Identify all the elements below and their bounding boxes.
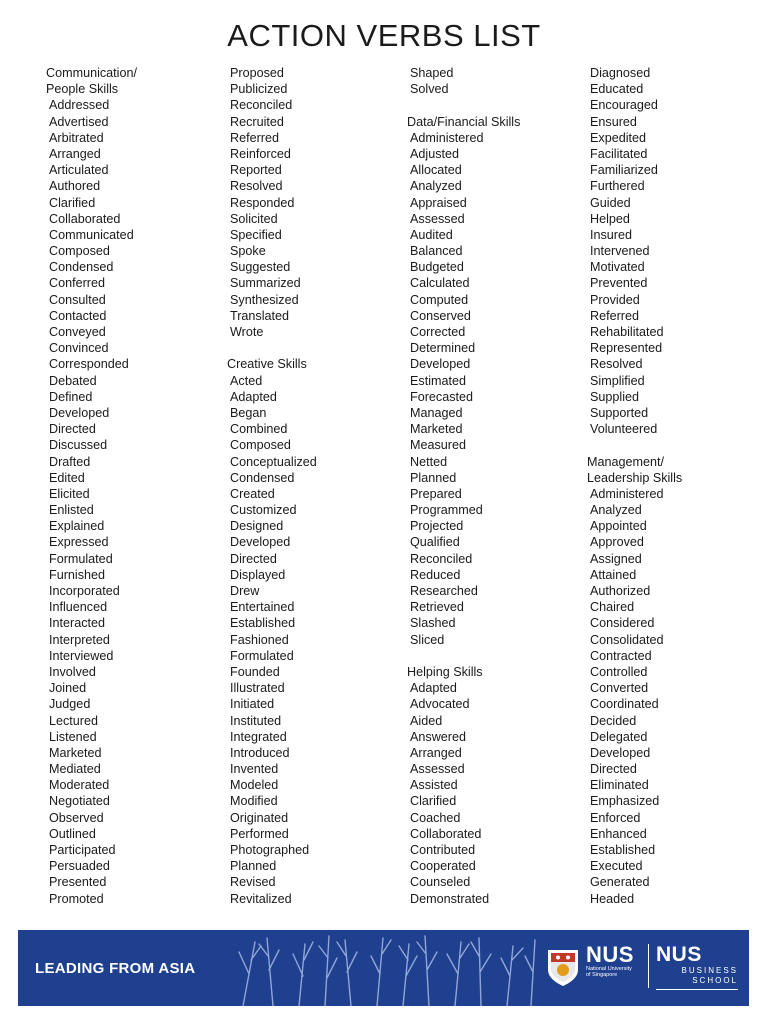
verb-item: Consolidated [590, 632, 664, 647]
verb-item: Listened [49, 729, 97, 744]
verb-item: Recruited [230, 114, 284, 129]
verb-item: Assessed [410, 762, 465, 777]
verb-item: Convinced [49, 341, 109, 356]
nus-subtitle-1: National University [586, 966, 632, 972]
verb-item: Converted [590, 681, 649, 696]
verb-item: Interacted [49, 616, 106, 631]
column-helping-management [587, 65, 682, 907]
verb-item: Drafted [49, 454, 91, 469]
verb-item: Presented [49, 875, 107, 890]
verb-item: Emphasized [590, 794, 660, 809]
verb-item: Diagnosed [590, 66, 651, 80]
verb-item: Reduced [410, 567, 461, 582]
verb-item: Advertised [49, 114, 109, 129]
verb-item: Originated [230, 810, 289, 825]
nus-subtitle-2: of Singapore [586, 972, 618, 978]
verb-item: Reconciled [230, 98, 293, 113]
verb-item: Began [230, 405, 267, 420]
footer-banner [18, 930, 749, 1006]
verb-item: Solicited [230, 211, 278, 226]
verb-item: Approved [590, 535, 644, 550]
section-heading: Communication/ [46, 66, 137, 80]
school-line-1: BUSINESS [681, 966, 738, 975]
verb-item: Decided [590, 713, 637, 728]
verb-item: Synthesized [230, 292, 299, 307]
verb-item: Clarified [49, 195, 96, 210]
verb-item: Measured [410, 438, 467, 453]
nus-business-school-logo [656, 944, 738, 990]
verb-item: Cooperated [410, 859, 476, 874]
verb-item: Rehabilitated [590, 325, 664, 339]
verb-item: Analyzed [590, 503, 642, 518]
verb-item: Corrected [410, 325, 466, 339]
verb-item: Appointed [590, 519, 647, 534]
verb-item: Familiarized [590, 163, 658, 178]
page-title: ACTION VERBS LIST [227, 18, 541, 53]
verb-item: Helped [590, 211, 630, 226]
verb-item: Contracted [590, 648, 652, 663]
verb-item: Developed [590, 745, 651, 760]
verb-item: Promoted [49, 891, 104, 906]
verb-item: Collaborated [410, 826, 482, 841]
verb-item: Conveyed [49, 325, 106, 339]
verb-item: Conferred [49, 276, 106, 291]
logo-divider [648, 944, 649, 988]
verb-item: Composed [49, 244, 110, 259]
blank-line [407, 648, 520, 664]
verb-item: Influenced [49, 600, 108, 615]
verb-item: Displayed [230, 567, 286, 582]
verb-item: Defined [49, 389, 93, 404]
verb-item: Slashed [410, 616, 456, 631]
verb-item: Directed [590, 762, 637, 777]
verb-item: Delegated [590, 729, 648, 744]
verb-item: Revitalized [230, 891, 292, 906]
verb-item: Involved [49, 664, 96, 679]
verb-item: Introduced [230, 745, 290, 760]
verb-item: Appraised [410, 195, 467, 210]
verb-item: Generated [590, 875, 650, 890]
verb-item: Ensured [590, 114, 637, 129]
verb-item: Controlled [590, 664, 648, 679]
verb-item: Counseled [410, 875, 471, 890]
verb-item: Marketed [49, 745, 102, 760]
verb-item: Provided [590, 292, 640, 307]
verb-item: Specified [230, 227, 282, 242]
verb-item: Motivated [590, 260, 645, 275]
verb-item: Condensed [49, 260, 114, 275]
verb-item: Managed [410, 405, 463, 420]
verb-item: Qualified [410, 535, 460, 550]
verb-item: Enlisted [49, 503, 94, 518]
verb-item: Debated [49, 373, 97, 388]
verb-item: Spoke [230, 244, 266, 259]
verb-item: Discussed [49, 438, 108, 453]
section-heading: Creative Skills [227, 357, 307, 372]
verb-item: Facilitated [590, 146, 648, 161]
verb-item: Designed [230, 519, 284, 534]
verb-item: Enforced [590, 810, 641, 825]
verb-item: Explained [49, 519, 105, 534]
verb-item: Created [230, 486, 275, 501]
verb-item: Sliced [410, 632, 445, 647]
verb-item: Summarized [230, 276, 301, 291]
verb-item: Developed [49, 405, 110, 420]
verb-item: Observed [49, 810, 104, 825]
section-heading: Management/ [587, 454, 665, 469]
verb-item: Conceptualized [230, 454, 317, 469]
verb-item: Furthered [590, 179, 645, 194]
verb-item: Administered [410, 130, 484, 145]
verb-item: Researched [410, 584, 478, 598]
verb-item: Illustrated [230, 681, 285, 696]
verb-item: Drew [230, 584, 260, 598]
verb-item: Formulated [49, 551, 113, 566]
verb-item: Aided [410, 713, 443, 728]
verb-item: Proposed [230, 66, 284, 80]
verb-item: Referred [590, 308, 639, 323]
verb-item: Netted [410, 454, 448, 469]
verb-item: Analyzed [410, 179, 462, 194]
verb-item: Adapted [410, 681, 457, 696]
verb-item: Clarified [410, 794, 457, 809]
school-line-2: SCHOOL [692, 976, 738, 985]
verb-item: Budgeted [410, 260, 464, 275]
verb-item: Attained [590, 567, 637, 582]
verb-item: Instituted [230, 713, 282, 728]
verb-item: Allocated [410, 163, 462, 178]
verb-item: Consulted [49, 292, 106, 307]
verb-item: Executed [590, 859, 643, 874]
verb-item: Planned [410, 470, 457, 485]
section-heading: People Skills [46, 82, 119, 97]
verb-item: Persuaded [49, 859, 110, 874]
verb-item: Modified [230, 794, 278, 809]
verb-item: Projected [410, 519, 464, 534]
verb-item: Entertained [230, 600, 295, 615]
column-data-helping [407, 65, 520, 907]
tree-branches-graphic [233, 930, 543, 1006]
verb-item: Suggested [230, 260, 291, 275]
verb-item: Addressed [49, 98, 110, 113]
blank-line [587, 437, 682, 453]
verb-item: Headed [590, 891, 635, 906]
verb-item: Arbitrated [49, 130, 104, 145]
verb-item: Negotiated [49, 794, 110, 809]
verb-item: Supported [590, 405, 649, 420]
verb-item: Conserved [410, 308, 471, 323]
verb-item: Reinforced [230, 146, 291, 161]
verb-item: Arranged [49, 146, 101, 161]
verb-item: Answered [410, 729, 467, 744]
verb-item: Formulated [230, 648, 294, 663]
verb-item: Developed [230, 535, 291, 550]
verb-item: Supplied [590, 389, 640, 404]
verb-item: Directed [230, 551, 277, 566]
verb-item: Intervened [590, 244, 650, 259]
verb-item: Programmed [410, 503, 483, 518]
verb-item: Joined [49, 681, 87, 696]
verb-item: Corresponded [49, 357, 129, 372]
verb-item: Wrote [230, 325, 264, 339]
verb-item: Simplified [590, 373, 645, 388]
verb-item: Chaired [590, 600, 635, 615]
nus-logo-text: NUS [586, 942, 634, 967]
verb-item: Outlined [49, 826, 96, 841]
verb-item: Prevented [590, 276, 648, 291]
verb-item: Responded [230, 195, 295, 210]
verb-item: Retrieved [410, 600, 464, 615]
verb-item: Revised [230, 875, 276, 890]
verb-item: Resolved [590, 357, 643, 372]
verb-item: Established [590, 843, 656, 857]
verb-item: Eliminated [590, 778, 649, 793]
verb-item: Audited [410, 227, 453, 242]
nus-logo [586, 944, 634, 978]
verb-item: Marketed [410, 422, 463, 437]
verb-item: Encouraged [590, 98, 658, 113]
blank-line [407, 97, 520, 113]
school-logo-rule [656, 989, 738, 990]
verb-item: Lectured [49, 713, 99, 728]
verb-item: Mediated [49, 762, 101, 777]
verb-item: Integrated [230, 729, 287, 744]
verb-item: Resolved [230, 179, 283, 194]
school-logo-text: NUS [656, 943, 702, 966]
verb-item: Estimated [410, 373, 466, 388]
verb-item: Coached [410, 810, 461, 825]
verb-item: Represented [590, 341, 663, 356]
verb-item: Determined [410, 341, 476, 356]
verb-item: Interpreted [49, 632, 110, 647]
verb-item: Assisted [410, 778, 458, 793]
verb-item: Incorporated [49, 584, 120, 598]
verb-item: Demonstrated [410, 891, 490, 906]
verb-item: Administered [590, 486, 664, 501]
section-heading: Leadership Skills [587, 470, 683, 485]
verb-item: Acted [230, 373, 263, 388]
verb-item: Moderated [49, 778, 110, 793]
verb-item: Prepared [410, 486, 462, 501]
verb-item: Shaped [410, 66, 454, 80]
verb-item: Considered [590, 616, 655, 631]
verb-item: Calculated [410, 276, 470, 291]
verb-item: Elicited [49, 486, 90, 501]
verb-item: Insured [590, 227, 633, 242]
verb-item: Authorized [590, 584, 651, 598]
verb-item: Interviewed [49, 648, 114, 663]
verb-item: Balanced [410, 244, 463, 259]
verb-item: Planned [230, 859, 277, 874]
verb-item: Arranged [410, 745, 462, 760]
verb-item: Modeled [230, 778, 279, 793]
verb-item: Contacted [49, 308, 107, 323]
verb-item: Communicated [49, 227, 134, 242]
verb-item: Reported [230, 163, 282, 178]
verb-item: Photographed [230, 843, 310, 857]
verb-item: Expedited [590, 130, 647, 145]
verb-item: Enhanced [590, 826, 647, 841]
banner-tagline: LEADING FROM ASIA [35, 960, 196, 977]
verb-item: Authored [49, 179, 101, 194]
verb-item: Adapted [230, 389, 277, 404]
verb-item: Directed [49, 422, 96, 437]
verb-item: Developed [410, 357, 471, 372]
verb-item: Combined [230, 422, 288, 437]
verb-item: Composed [230, 438, 291, 453]
verb-item: Advocated [410, 697, 470, 712]
verb-item: Assessed [410, 211, 465, 226]
verb-item: Coordinated [590, 697, 659, 712]
verb-item: Established [230, 616, 296, 631]
verb-item: Translated [230, 308, 290, 323]
verb-item: Volunteered [590, 422, 658, 437]
nus-crest-icon [546, 948, 580, 988]
verb-item: Founded [230, 664, 280, 679]
verb-item: Contributed [410, 843, 476, 857]
verb-item: Guided [590, 195, 631, 210]
verb-item: Assigned [590, 551, 642, 566]
verb-item: Educated [590, 82, 644, 97]
verb-item: Articulated [49, 163, 109, 178]
verb-item: Edited [49, 470, 85, 485]
verb-item: Customized [230, 503, 297, 518]
verb-item: Collaborated [49, 211, 121, 226]
verb-item: Publicized [230, 82, 288, 97]
verb-item: Participated [49, 843, 116, 857]
section-heading: Helping Skills [407, 664, 483, 679]
verb-item: Referred [230, 130, 279, 145]
blank-line [227, 340, 317, 356]
verb-item: Fashioned [230, 632, 289, 647]
verb-item: Forecasted [410, 389, 473, 404]
verb-item: Furnished [49, 567, 106, 582]
verb-item: Adjusted [410, 146, 460, 161]
verb-item: Expressed [49, 535, 109, 550]
verb-item: Reconciled [410, 551, 473, 566]
section-heading: Data/Financial Skills [407, 114, 521, 129]
verb-item: Computed [410, 292, 469, 307]
verb-item: Invented [230, 762, 279, 777]
verb-item: Condensed [230, 470, 295, 485]
column-communication [46, 65, 137, 907]
verb-item: Solved [410, 82, 449, 97]
verb-item: Performed [230, 826, 289, 841]
verb-item: Judged [49, 697, 91, 712]
verb-item: Initiated [230, 697, 275, 712]
column-creative [227, 65, 317, 907]
